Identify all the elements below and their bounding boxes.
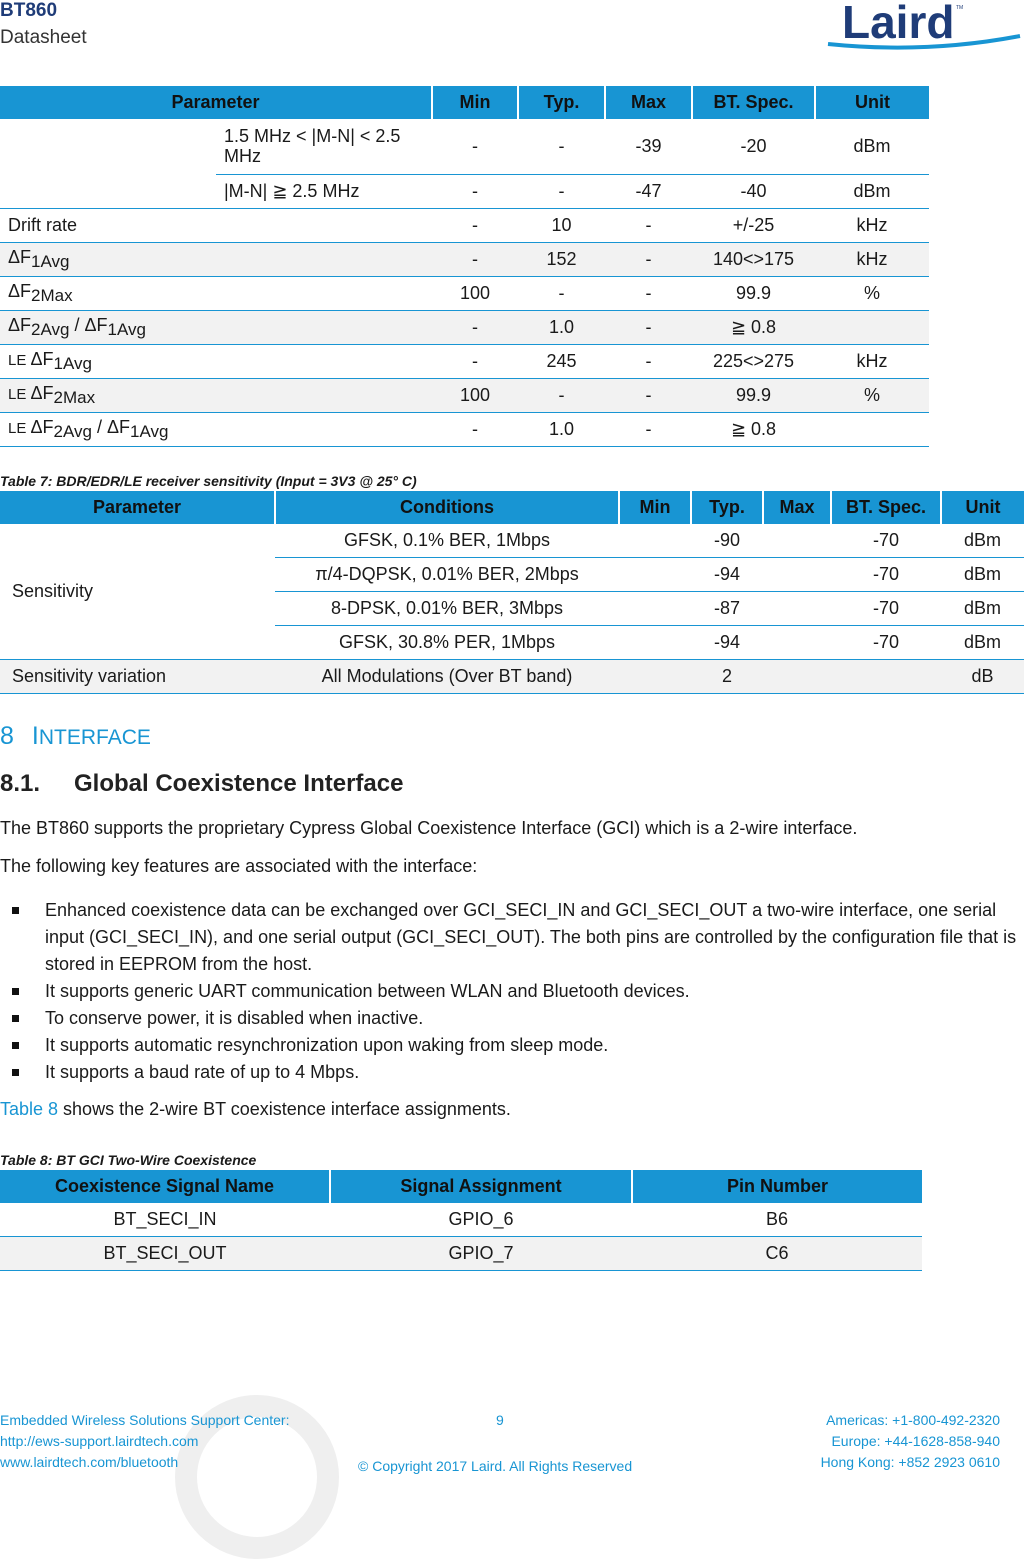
param-symbol: ΔF: [30, 348, 54, 369]
min-cell: 100: [432, 378, 518, 412]
unit-cell: kHz: [815, 344, 929, 378]
paragraph: [0, 1099, 511, 1120]
list-item-text: It supports generic UART communication between WLAN and Bluetooth devices.: [45, 981, 690, 1001]
min-cell: [619, 626, 691, 660]
table-row: [0, 344, 929, 378]
param-cell: [0, 412, 432, 446]
paragraph: The BT860 supports the proprietary Cypress Global Coexistence Interface (GCI) which is a 2-wire interface.: [0, 818, 858, 838]
section-title-rest: NTERFACE: [38, 726, 151, 749]
spec-cell: ≧ 0.8: [692, 310, 815, 344]
unit-cell: [815, 412, 929, 446]
max-cell: [763, 558, 831, 592]
table7-caption: Table 7: BDR/EDR/LE receiver sensitivity (Input = 3V3 @ 25° C): [0, 473, 417, 489]
condition-cell: 1.5 MHz < |M-N| < 2.5 MHz: [216, 119, 432, 174]
col-header: Max: [763, 491, 831, 524]
typ-cell: 152: [518, 242, 605, 276]
col-header: Typ.: [518, 86, 605, 119]
param-subscript: 2Max: [53, 387, 96, 407]
min-cell: -: [432, 242, 518, 276]
table-row: [0, 524, 1024, 558]
max-cell: [763, 524, 831, 558]
max-cell: -39: [605, 119, 692, 174]
hongkong-phone: Hong Kong: +852 2923 0610: [820, 1454, 1000, 1470]
min-cell: 100: [432, 276, 518, 310]
col-header: BT. Spec.: [831, 491, 941, 524]
list-item: [0, 897, 1018, 978]
bullet-icon: [12, 907, 19, 914]
col-header: Signal Assignment: [330, 1170, 632, 1203]
max-cell: -: [605, 412, 692, 446]
param-symbol: ΔF: [8, 246, 32, 267]
support-url-link[interactable]: http://ews-support.lairdtech.com: [0, 1433, 199, 1449]
col-header: Typ.: [691, 491, 763, 524]
max-cell: [763, 592, 831, 626]
param-symbol: ΔF: [30, 382, 54, 403]
list-item: [0, 1005, 1018, 1032]
col-header: Min: [432, 86, 518, 119]
param-cell: [0, 344, 432, 378]
condition-cell: |M-N| ≧ 2.5 MHz: [216, 174, 432, 208]
list-item-text: It supports automatic resynchronization upon waking from sleep mode.: [45, 1035, 609, 1055]
signal-assignment-cell: GPIO_7: [330, 1237, 632, 1271]
max-cell: -: [605, 208, 692, 242]
param-symbol: ΔF: [8, 280, 32, 301]
unit-cell: kHz: [815, 208, 929, 242]
spec-cell: 99.9: [692, 276, 815, 310]
logo-tm: TM: [956, 5, 964, 11]
bullet-icon: [12, 1069, 19, 1076]
logo-text: Laird: [842, 0, 955, 48]
subsection-title: Global Coexistence Interface: [74, 770, 404, 797]
footer-left: [0, 1410, 289, 1473]
paragraph: The following key features are associated with the interface:: [0, 856, 478, 876]
typ-cell: 10: [518, 208, 605, 242]
max-cell: -: [605, 378, 692, 412]
condition-cell: All Modulations (Over BT band): [275, 660, 619, 694]
unit-cell: dBm: [941, 592, 1024, 626]
param-symbol: ΔF: [84, 314, 108, 335]
typ-cell: 1.0: [518, 412, 605, 446]
typ-cell: -: [518, 119, 605, 174]
table-row: [0, 412, 929, 446]
param-subscript: 1Avg: [53, 353, 92, 373]
min-cell: -: [432, 174, 518, 208]
min-cell: [619, 592, 691, 626]
paragraph-text: shows the 2-wire BT coexistence interface assignments.: [58, 1099, 511, 1119]
subsection-number: 8.1.: [0, 770, 41, 797]
bullet-icon: [12, 1015, 19, 1022]
document-title: BT860: [0, 0, 58, 21]
spec-cell: -40: [692, 174, 815, 208]
americas-phone: Americas: +1-800-492-2320: [826, 1412, 1000, 1428]
table-row: [0, 310, 929, 344]
unit-cell: dBm: [815, 174, 929, 208]
col-header: Max: [605, 86, 692, 119]
section-title-initial: I: [31, 722, 39, 750]
param-cell: [0, 310, 432, 344]
condition-cell: 8-DPSK, 0.01% BER, 3Mbps: [275, 592, 619, 626]
spec-cell: +/-25: [692, 208, 815, 242]
max-cell: [763, 626, 831, 660]
param-subscript: 2Max: [31, 285, 73, 305]
pin-number-cell: B6: [632, 1203, 922, 1237]
col-header: Unit: [815, 86, 929, 119]
table-row: [0, 276, 929, 310]
max-cell: -: [605, 242, 692, 276]
col-header: Parameter: [0, 491, 275, 524]
condition-cell: GFSK, 30.8% PER, 1Mbps: [275, 626, 619, 660]
laird-logo: [826, 0, 1022, 52]
list-item-text: It supports a baud rate of up to 4 Mbps.: [45, 1062, 360, 1082]
param-subscript: 1Avg: [31, 251, 70, 271]
copyright: © Copyright 2017 Laird. All Rights Reserved: [358, 1458, 633, 1474]
pin-number-cell: C6: [632, 1237, 922, 1271]
unit-cell: [815, 310, 929, 344]
max-cell: -: [605, 344, 692, 378]
table-row: [0, 660, 1024, 694]
table-header-row: [0, 1170, 922, 1203]
list-item-text: Enhanced coexistence data can be exchanged over GCI_SECI_IN and GCI_SECI_OUT a two-wire interface, one serial input (GCI_SECI_IN), and one serial output (GCI_SECI_OUT). The both pins are controlled by the configuration file that is stored in EEPROM from the host.: [45, 900, 1017, 974]
coexistence-table: [0, 1170, 922, 1271]
europe-phone: Europe: +44-1628-858-940: [831, 1433, 1000, 1449]
param-cell: Sensitivity: [0, 524, 275, 660]
condition-cell: GFSK, 0.1% BER, 1Mbps: [275, 524, 619, 558]
min-cell: [619, 524, 691, 558]
param-symbol: ΔF: [8, 314, 32, 335]
param-cell: Drift rate: [0, 208, 432, 242]
param-cell: [0, 242, 432, 276]
max-cell: -: [605, 310, 692, 344]
param-cell: Sensitivity variation: [0, 660, 275, 694]
list-item: [0, 1032, 1018, 1059]
table-header-row: [0, 86, 929, 119]
typ-cell: -94: [691, 558, 763, 592]
signal-name-cell: BT_SECI_IN: [0, 1203, 330, 1237]
param-prefix: LE: [8, 351, 31, 369]
unit-cell: kHz: [815, 242, 929, 276]
bullet-icon: [12, 988, 19, 995]
min-cell: -: [432, 119, 518, 174]
typ-cell: -: [518, 276, 605, 310]
table-row: [0, 1237, 922, 1271]
col-header: Parameter: [0, 86, 432, 119]
document-subtitle: Datasheet: [0, 27, 87, 48]
table-row: [0, 1203, 922, 1237]
spec-cell: [831, 660, 941, 694]
table-header-row: [0, 491, 1024, 524]
spec-cell: 99.9: [692, 378, 815, 412]
max-cell: [763, 660, 831, 694]
min-cell: [619, 660, 691, 694]
typ-cell: -90: [691, 524, 763, 558]
col-header: Unit: [941, 491, 1024, 524]
signal-name-cell: BT_SECI_OUT: [0, 1237, 330, 1271]
unit-cell: %: [815, 378, 929, 412]
spec-cell: 140<>175: [692, 242, 815, 276]
param-subscript: 2Avg: [31, 319, 70, 339]
spec-cell: 225<>275: [692, 344, 815, 378]
col-header: Min: [619, 491, 691, 524]
table8-link[interactable]: Table 8: [0, 1099, 59, 1119]
min-cell: -: [432, 310, 518, 344]
spec-cell: -70: [831, 592, 941, 626]
col-header: Pin Number: [632, 1170, 922, 1203]
col-header: Conditions: [275, 491, 619, 524]
page-number: 9: [496, 1412, 504, 1428]
spec-cell: -20: [692, 119, 815, 174]
unit-cell: dB: [941, 660, 1024, 694]
table-row: [0, 378, 929, 412]
spec-cell: ≧ 0.8: [692, 412, 815, 446]
param-subscript: 1Avg: [130, 421, 169, 441]
typ-cell: -94: [691, 626, 763, 660]
bluetooth-url-link[interactable]: www.lairdtech.com/bluetooth: [0, 1454, 179, 1470]
param-cell: [0, 276, 432, 310]
spec-cell: -70: [831, 524, 941, 558]
condition-cell: π/4-DQPSK, 0.01% BER, 2Mbps: [275, 558, 619, 592]
unit-cell: %: [815, 276, 929, 310]
typ-cell: 2: [691, 660, 763, 694]
typ-cell: 1.0: [518, 310, 605, 344]
typ-cell: 245: [518, 344, 605, 378]
table-row: [0, 242, 929, 276]
param-symbol: ΔF: [30, 416, 54, 437]
receiver-sensitivity-table: [0, 491, 1024, 694]
typ-cell: -: [518, 378, 605, 412]
param-subscript: 1Avg: [107, 319, 146, 339]
spec-cell: -70: [831, 558, 941, 592]
list-item: [0, 978, 1018, 1005]
param-prefix: LE: [8, 385, 31, 403]
subsection-heading: [0, 770, 403, 798]
param-subscript: 2Avg: [53, 421, 92, 441]
table8-caption: Table 8: BT GCI Two-Wire Coexistence: [0, 1152, 257, 1168]
min-cell: -: [432, 344, 518, 378]
tx-spec-table: [0, 86, 929, 447]
typ-cell: -: [518, 174, 605, 208]
param-separator: /: [92, 416, 108, 437]
param-cell: [0, 378, 432, 412]
unit-cell: dBm: [941, 524, 1024, 558]
unit-cell: dBm: [941, 626, 1024, 660]
support-center-label: Embedded Wireless Solutions Support Center:: [0, 1412, 290, 1428]
section-heading: [0, 722, 151, 751]
max-cell: -47: [605, 174, 692, 208]
min-cell: [619, 558, 691, 592]
feature-list: [0, 897, 1018, 1086]
min-cell: -: [432, 412, 518, 446]
bullet-icon: [12, 1042, 19, 1049]
unit-cell: dBm: [941, 558, 1024, 592]
list-item-text: To conserve power, it is disabled when inactive.: [45, 1008, 424, 1028]
col-header: BT. Spec.: [692, 86, 815, 119]
param-separator: /: [69, 314, 85, 335]
param-prefix: LE: [8, 419, 31, 437]
col-header: Coexistence Signal Name: [0, 1170, 330, 1203]
unit-cell: dBm: [815, 119, 929, 174]
table-row: [0, 119, 929, 174]
param-symbol: ΔF: [107, 416, 131, 437]
table-row: [0, 208, 929, 242]
param-cell: [0, 119, 216, 208]
signal-assignment-cell: GPIO_6: [330, 1203, 632, 1237]
footer-right: [821, 1410, 1000, 1473]
typ-cell: -87: [691, 592, 763, 626]
spec-cell: -70: [831, 626, 941, 660]
max-cell: -: [605, 276, 692, 310]
min-cell: -: [432, 208, 518, 242]
section-number: 8: [0, 722, 14, 750]
list-item: [0, 1059, 1018, 1086]
